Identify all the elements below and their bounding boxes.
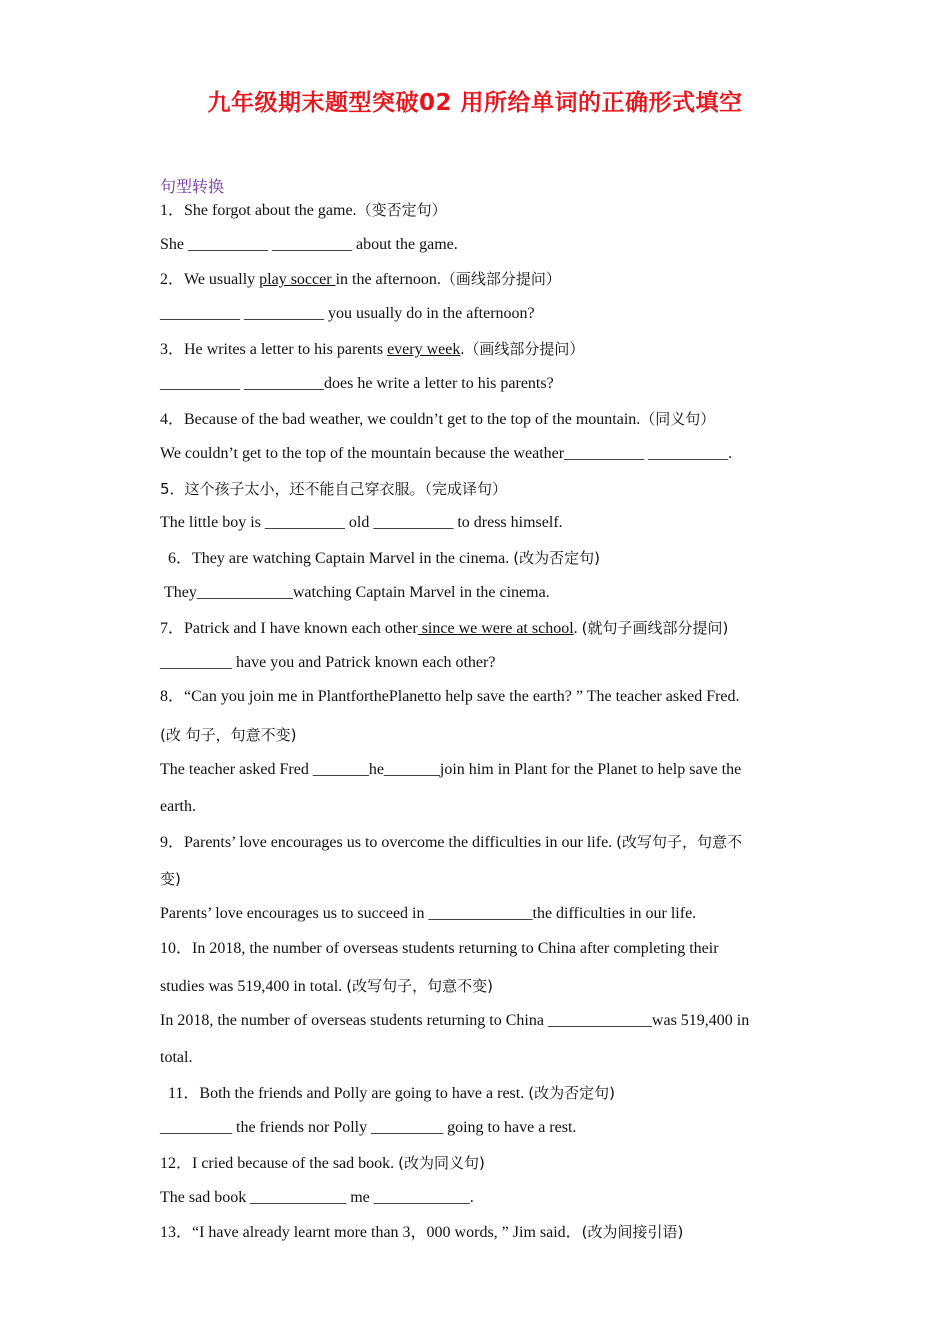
question-instruction: (改写句子，句意不 [616, 833, 743, 851]
question-1 [160, 200, 447, 221]
question-8: 8．“Can you join me in PlantforthePlanetto help save the earth? ” The teacher asked Fred. [160, 688, 740, 705]
question-text: 11．Both the friends and Polly are going to have a rest. [168, 1085, 529, 1102]
question-text: 3．He writes a letter to his parents [160, 341, 388, 358]
question-instruction: (改为同义句) [398, 1154, 485, 1172]
question-2 [160, 269, 561, 290]
question-instruction: （同义句） [640, 410, 716, 428]
question-text: 12．I cried because of the sad book. [160, 1155, 399, 1172]
answer-line-9: Parents’ love encourages us to succeed in _____________the difficulties in our life. [160, 905, 697, 922]
question-text: studies was 519,400 in total. [160, 978, 347, 995]
question-instruction: (改为间接引语) [581, 1223, 684, 1241]
question-instruction: （画线部分提问） [464, 340, 585, 358]
answer-line-8-cont: earth. [160, 798, 196, 815]
answer-line-6: They____________watching Captain Marvel in the cinema. [164, 584, 550, 601]
answer-line-2: __________ __________ you usually do in the afternoon? [160, 305, 535, 322]
question-instruction: (改为否定句) [528, 1084, 615, 1102]
answer-line-3: __________ __________does he write a letter to his parents? [160, 375, 554, 392]
question-instruction: (改为否定句) [513, 549, 600, 567]
question-text: 1．She forgot about the game. [160, 202, 357, 219]
answer-line-4: We couldn’t get to the top of the mountain because the weather__________ __________. [160, 445, 733, 462]
question-instruction: (改 句子，句意不变) [160, 726, 297, 744]
answer-line-12: The sad book ____________ me ____________. [160, 1189, 474, 1206]
question-12 [160, 1153, 485, 1174]
section-heading: 句型转换 [160, 177, 225, 196]
underlined-phrase: every week [387, 341, 461, 358]
question-4 [160, 409, 715, 430]
question-13 [160, 1222, 683, 1243]
answer-line-7: _________ have you and Patrick known each other? [160, 654, 496, 671]
answer-line-1: She __________ __________ about the game. [160, 236, 458, 253]
question-6 [168, 548, 600, 569]
question-text: 7．Patrick and I have known each other [160, 620, 418, 637]
question-instruction-cont: 变) [160, 870, 181, 888]
question-instruction: （画线部分提问） [440, 270, 561, 288]
question-text: 2．We usually [160, 271, 260, 288]
question-instruction: （变否定句） [356, 201, 447, 219]
question-text-rest: in the afternoon. [335, 271, 441, 288]
question-10-cont [160, 976, 493, 997]
question-9 [160, 832, 742, 853]
question-5 [160, 479, 507, 500]
question-10: 10．In 2018, the number of overseas students returning to China after completing their [160, 940, 719, 957]
answer-line-10-cont: total. [160, 1049, 193, 1066]
question-text: 9．Parents’ love encourages us to overcome the difficulties in our life. [160, 834, 617, 851]
question-instruction: (就句子画线部分提问) [581, 619, 729, 637]
underlined-phrase: play soccer [259, 271, 336, 288]
question-text-rest: . [460, 341, 465, 358]
question-3 [160, 339, 584, 360]
question-text-rest: . [573, 620, 582, 637]
question-text: 6．They are watching Captain Marvel in the cinema. [168, 550, 514, 567]
question-7 [160, 618, 728, 639]
answer-line-11: _________ the friends nor Polly _________ going to have a rest. [160, 1119, 577, 1136]
question-text: 5．这个孩子太小，还不能自己穿衣服。（完成译句） [160, 480, 508, 498]
question-11 [168, 1083, 615, 1104]
question-text: 13．“I have already learnt more than 3，000 words, ” Jim said． [160, 1224, 582, 1241]
question-instruction: (改写句子，句意不变) [346, 977, 493, 995]
question-text: 4．Because of the bad weather, we couldn’t get to the top of the mountain. [160, 411, 641, 428]
answer-line-10: In 2018, the number of overseas students returning to China _____________was 519,400 in [160, 1012, 750, 1029]
underlined-phrase: since we were at school [417, 620, 574, 637]
answer-line-5: The little boy is __________ old __________ to dress himself. [160, 514, 563, 531]
page-title: 九年级期末题型突破02 用所给单词的正确形式填空 [207, 90, 743, 116]
answer-line-8: The teacher asked Fred _______he_______join him in Plant for the Planet to help save the [160, 761, 742, 778]
